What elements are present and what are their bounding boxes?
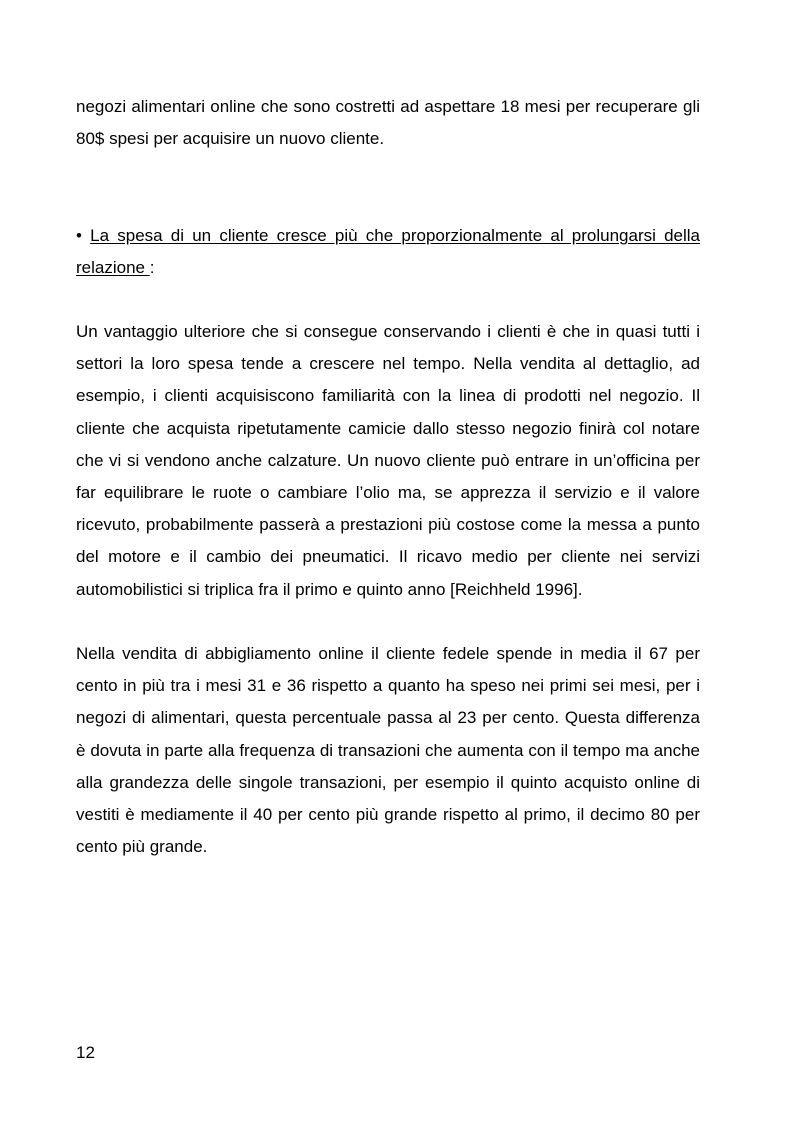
paragraph-intro: negozi alimentari online che sono costretti ad aspettare 18 mesi per recuperare gli 80$ spesi per acquisire un nuovo cliente. — [76, 97, 700, 149]
bullet-heading: La spesa di un cliente cresce più che proporzionalmente al prolungarsi della relazione — [76, 226, 701, 278]
bullet-symbol: • — [76, 226, 82, 245]
paragraph-online-clothing: Nella vendita di abbigliamento online il cliente fedele spende in media il 67 per cento in più tra i mesi 31 e 36 rispetto a quanto ha speso nei primi sei mesi, per i negozi di alimentari, questa percentuale passa al 23 per cento. Questa differenza è dovuta in parte alla frequenza di transazioni che aumenta con il tempo ma anche alla grandezza delle singole transazioni, per esempio il quinto acquisto online di vestiti è mediamente il 40 per cento più grande rispetto al primo, il decimo 80 per cento più grande. — [76, 644, 700, 857]
paragraph-advantage: Un vantaggio ulteriore che si consegue conservando i clienti è che in quasi tutti i settori la loro spesa tende a crescere nel tempo. Nella vendita al dettaglio, ad esempio, i clienti acquisiscono familiarità con la linea di prodotti nel negozio. Il cliente che acquista ripetutamente camicie dallo stesso negozio finirà col notare che vi si vendono anche calzature. Un nuovo cliente può entrare in un’officina per far equilibrare le ruote o cambiare l’olio ma, se apprezza il servizio e il valore ricevuto, probabilmente passerà a prestazioni più costose come la messa a punto del motore e il cambio dei pneumatici. Il ricavo medio per cliente nei servizi automobilistici si triplica fra il primo e quinto anno [Reichheld 1996]. — [76, 322, 700, 599]
page-number: 12 — [76, 1043, 95, 1062]
bullet-paragraph — [76, 220, 700, 284]
bullet-colon: : — [149, 258, 155, 278]
